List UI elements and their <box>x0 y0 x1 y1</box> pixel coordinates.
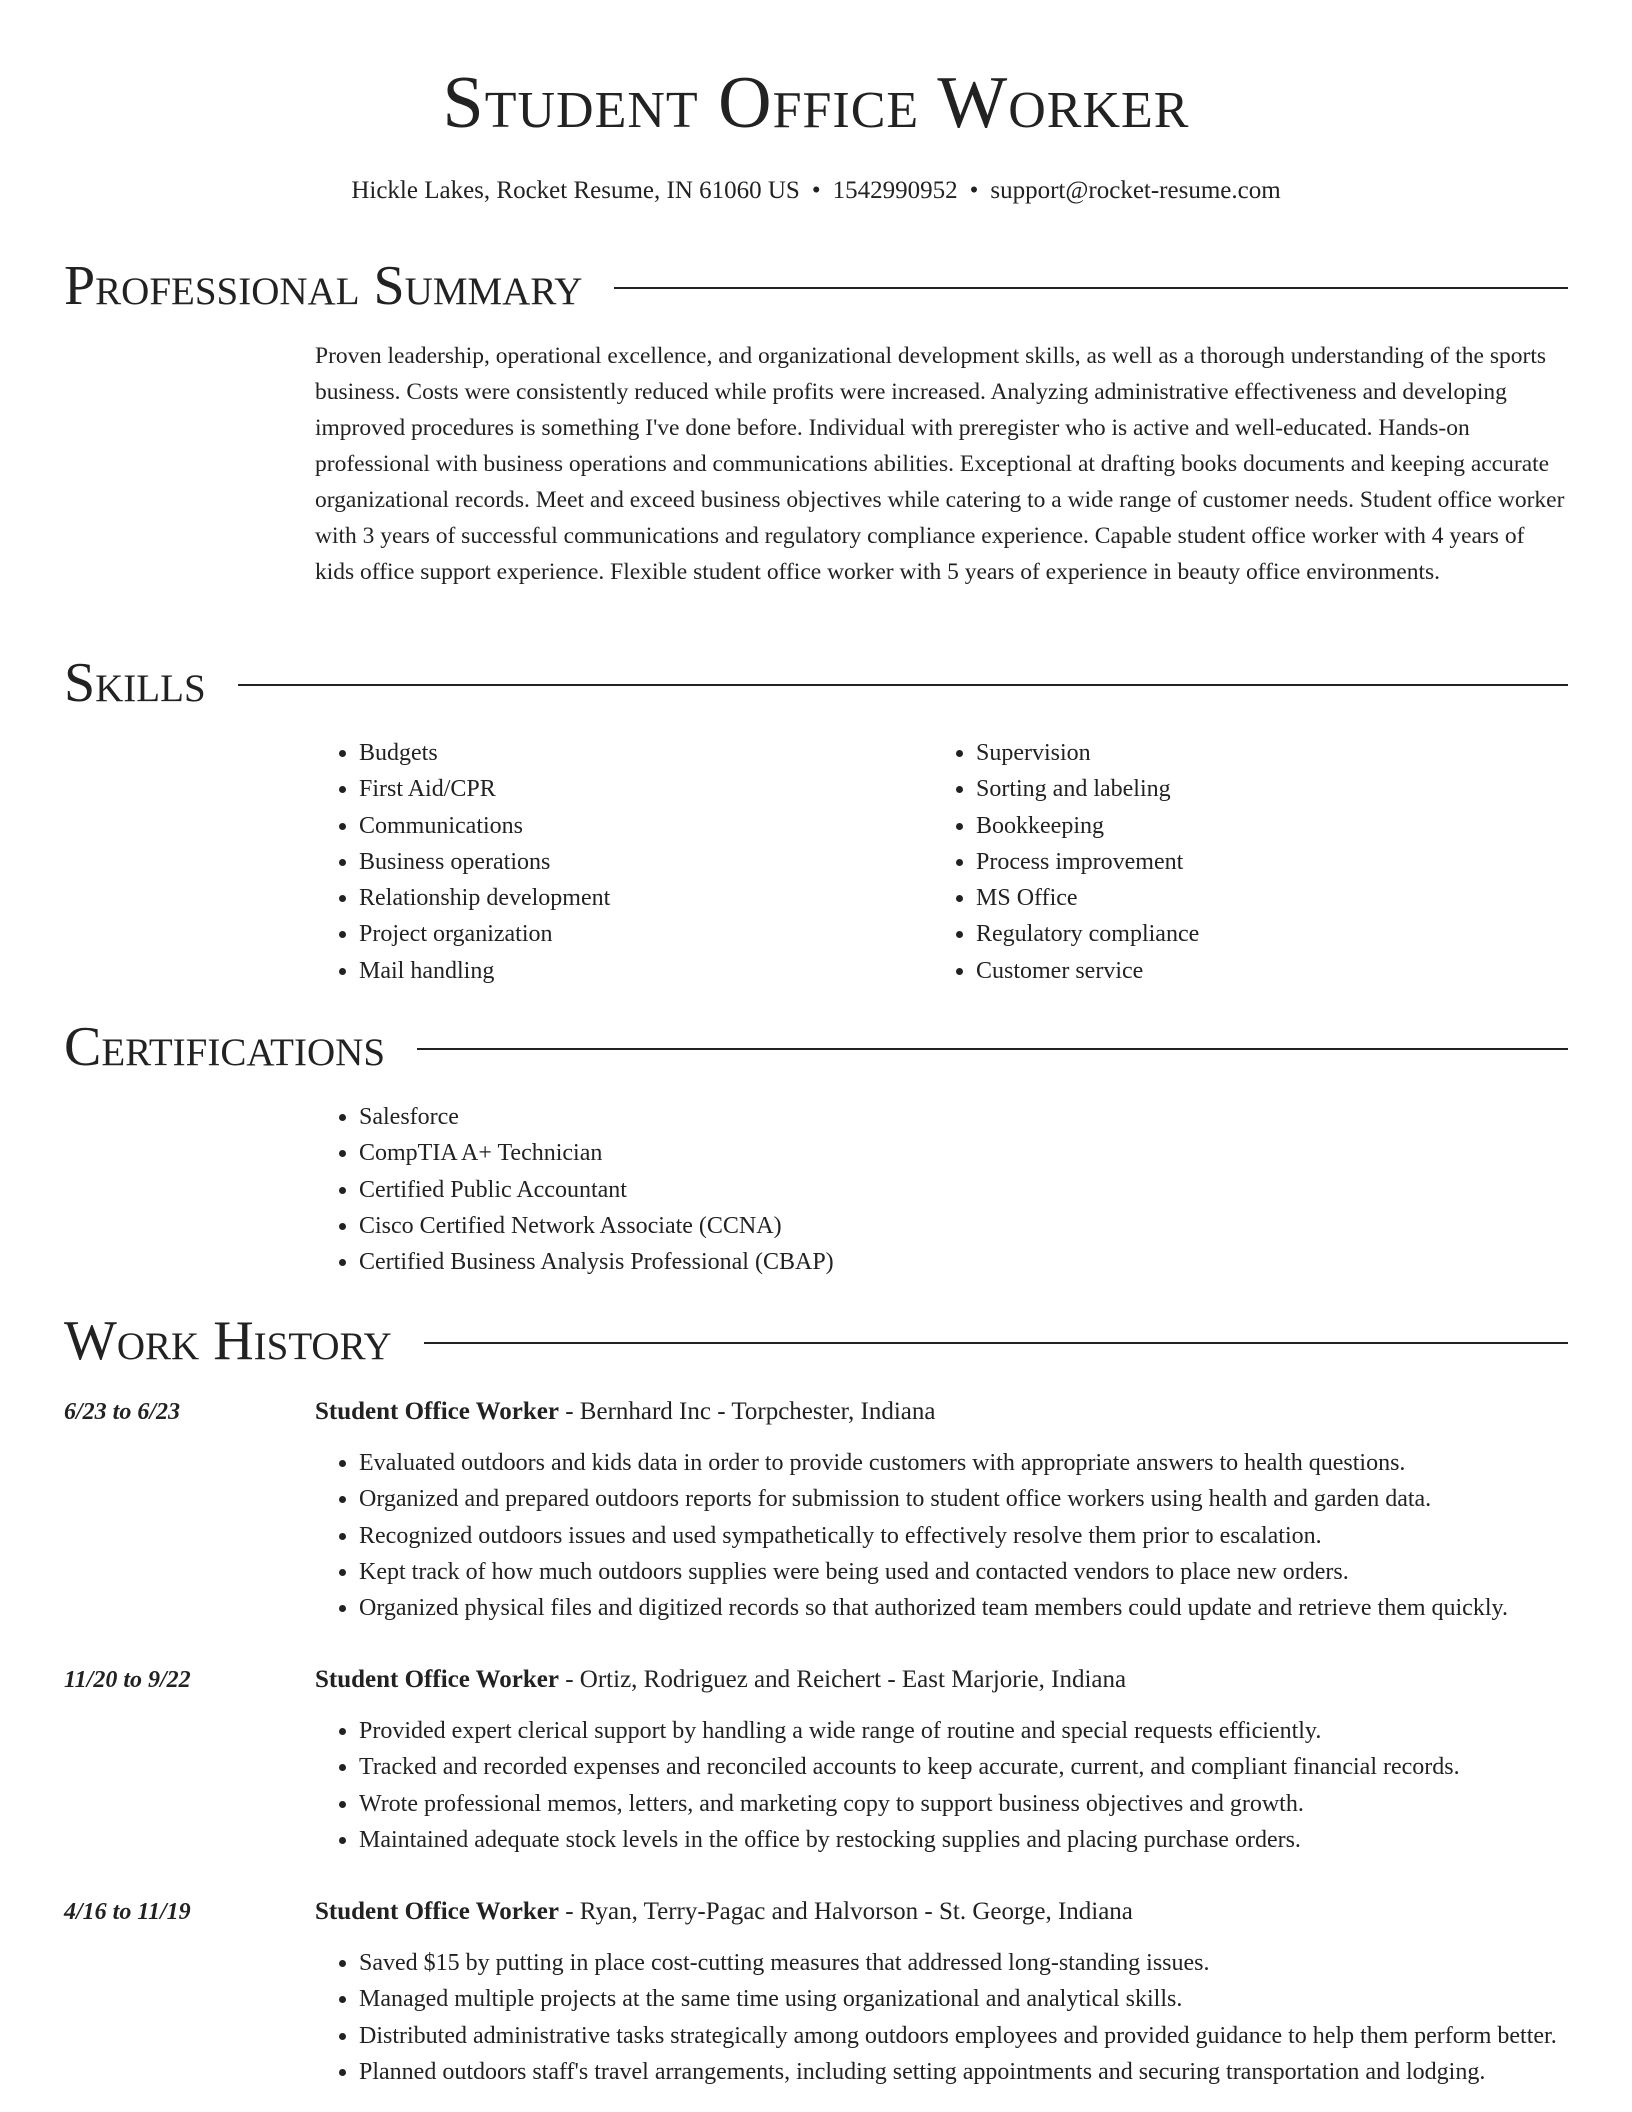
skill-item: • Business operations <box>359 844 919 880</box>
skill-item: • Customer service <box>976 953 1536 989</box>
job-dates: 11/20 to 9/22 <box>64 1667 191 1693</box>
skill-item: • Communications <box>359 808 919 844</box>
job-bullet: • Kept track of how much outdoors supplies were being used and contacted vendors to place new orders. <box>359 1554 1612 1590</box>
section-divider <box>424 1342 1568 1344</box>
job-dates: 4/16 to 11/19 <box>64 1899 191 1925</box>
contact-separator: • <box>811 177 821 204</box>
job-bullet: • Provided expert clerical support by handling a wide range of routine and special requests efficiently. <box>359 1713 1612 1749</box>
summary-section-header <box>64 251 1568 321</box>
section-divider <box>614 287 1568 289</box>
skill-item: • Relationship development <box>359 880 919 916</box>
job-bullet: • Maintained adequate stock levels in the office by restocking supplies and placing purchase orders. <box>359 1822 1612 1858</box>
job-employer: - Ortiz, Rodriguez and Reichert - East Marjorie, Indiana <box>558 1666 1127 1693</box>
skill-item: • Budgets <box>359 735 919 771</box>
skills-list-left <box>315 735 919 989</box>
job-bullet: • Tracked and recorded expenses and reconciled accounts to keep accurate, current, and compliant financial records. <box>359 1749 1612 1785</box>
certification-item: • Certified Business Analysis Professional (CBAP) <box>359 1244 1559 1280</box>
contact-separator: • <box>969 177 979 204</box>
job-employer: - Ryan, Terry-Pagac and Halvorson - St. George, Indiana <box>558 1898 1133 1925</box>
contact-phone: 1542990952 <box>832 177 958 204</box>
job-bullet: • Evaluated outdoors and kids data in order to provide customers with appropriate answers to health questions. <box>359 1445 1612 1481</box>
job-bullets <box>315 1945 1612 2090</box>
skill-item: • Sorting and labeling <box>976 771 1536 807</box>
skill-item: • MS Office <box>976 880 1536 916</box>
job-bullet: • Saved $15 by putting in place cost-cutting measures that addressed long-standing issues. <box>359 1945 1612 1981</box>
certification-item: • Cisco Certified Network Associate (CCNA) <box>359 1208 1559 1244</box>
skill-item: • Supervision <box>976 735 1536 771</box>
contact-address: Hickle Lakes, Rocket Resume, IN 61060 US <box>351 177 800 204</box>
skill-item: • Mail handling <box>359 953 919 989</box>
certifications-list <box>315 1099 1559 1280</box>
job-heading <box>315 1894 1133 1930</box>
certifications-section-header <box>64 1012 1568 1082</box>
job-employer: - Bernhard Inc - Torpchester, Indiana <box>558 1398 936 1425</box>
summary-heading: Professional Summary <box>64 255 583 317</box>
skill-item: • First Aid/CPR <box>359 771 919 807</box>
job-bullet: • Recognized outdoors issues and used sympathetically to effectively resolve them prior to escalation. <box>359 1518 1612 1554</box>
job-heading <box>315 1394 935 1430</box>
skills-list-right <box>932 735 1536 989</box>
job-title: Student Office Worker <box>315 1898 559 1925</box>
work-history-section-header <box>64 1306 1568 1376</box>
skill-item: • Bookkeeping <box>976 808 1536 844</box>
summary-text: Proven leadership, operational excellence, and organizational development skills, as well as a thorough understanding of the sports business. Costs were consistently reduced while profits were increased. Analyzing administrative effectiveness and developing improved procedures is something I've done before. Individual with preregister who is active and well-educated. Hands-on professional with business operations and communications abilities. Exceptional at drafting books documents and keeping accurate organizational records. Meet and exceed business objectives while catering to a wide range of customer needs. Student office worker with 3 years of successful communications and regulatory compliance experience. Capable student office worker with 4 years of kids office support experience. Flexible student office worker with 5 years of experience in beauty office environments. <box>315 343 1565 585</box>
job-bullet: • Wrote professional memos, letters, and marketing copy to support business objectives and growth. <box>359 1786 1612 1822</box>
job-bullet: • Planned outdoors staff's travel arrangements, including setting appointments and securing transportation and lodging. <box>359 2054 1612 2090</box>
section-divider <box>417 1048 1568 1050</box>
section-divider <box>238 684 1568 686</box>
skill-item: • Project organization <box>359 916 919 952</box>
job-bullets <box>315 1445 1612 1626</box>
work-history-heading: Work History <box>64 1310 392 1372</box>
job-title: Student Office Worker <box>315 1666 559 1693</box>
job-heading <box>315 1662 1126 1698</box>
certification-item: • Certified Public Accountant <box>359 1172 1559 1208</box>
job-bullet: • Managed multiple projects at the same time using organizational and analytical skills. <box>359 1981 1612 2017</box>
job-bullet: • Organized physical files and digitized records so that authorized team members could update and retrieve them quickly. <box>359 1590 1612 1626</box>
skill-item: • Process improvement <box>976 844 1536 880</box>
certification-item: • CompTIA A+ Technician <box>359 1135 1559 1171</box>
certification-item: • Salesforce <box>359 1099 1559 1135</box>
contact-line <box>0 174 1632 208</box>
certifications-heading: Certifications <box>64 1016 386 1078</box>
skills-heading: Skills <box>64 652 206 714</box>
contact-email[interactable]: support@rocket-resume.com <box>990 177 1281 204</box>
job-bullet: • Organized and prepared outdoors reports for submission to student office workers using health and garden data. <box>359 1481 1612 1517</box>
job-dates: 6/23 to 6/23 <box>64 1399 181 1425</box>
resume-title: Student Office Worker <box>442 62 1190 144</box>
skills-section-header <box>64 648 1568 718</box>
skill-item: • Regulatory compliance <box>976 916 1536 952</box>
job-bullet: • Distributed administrative tasks strategically among outdoors employees and provided guidance to help them perform better. <box>359 2018 1612 2054</box>
job-title: Student Office Worker <box>315 1398 559 1425</box>
job-bullets <box>315 1713 1612 1858</box>
